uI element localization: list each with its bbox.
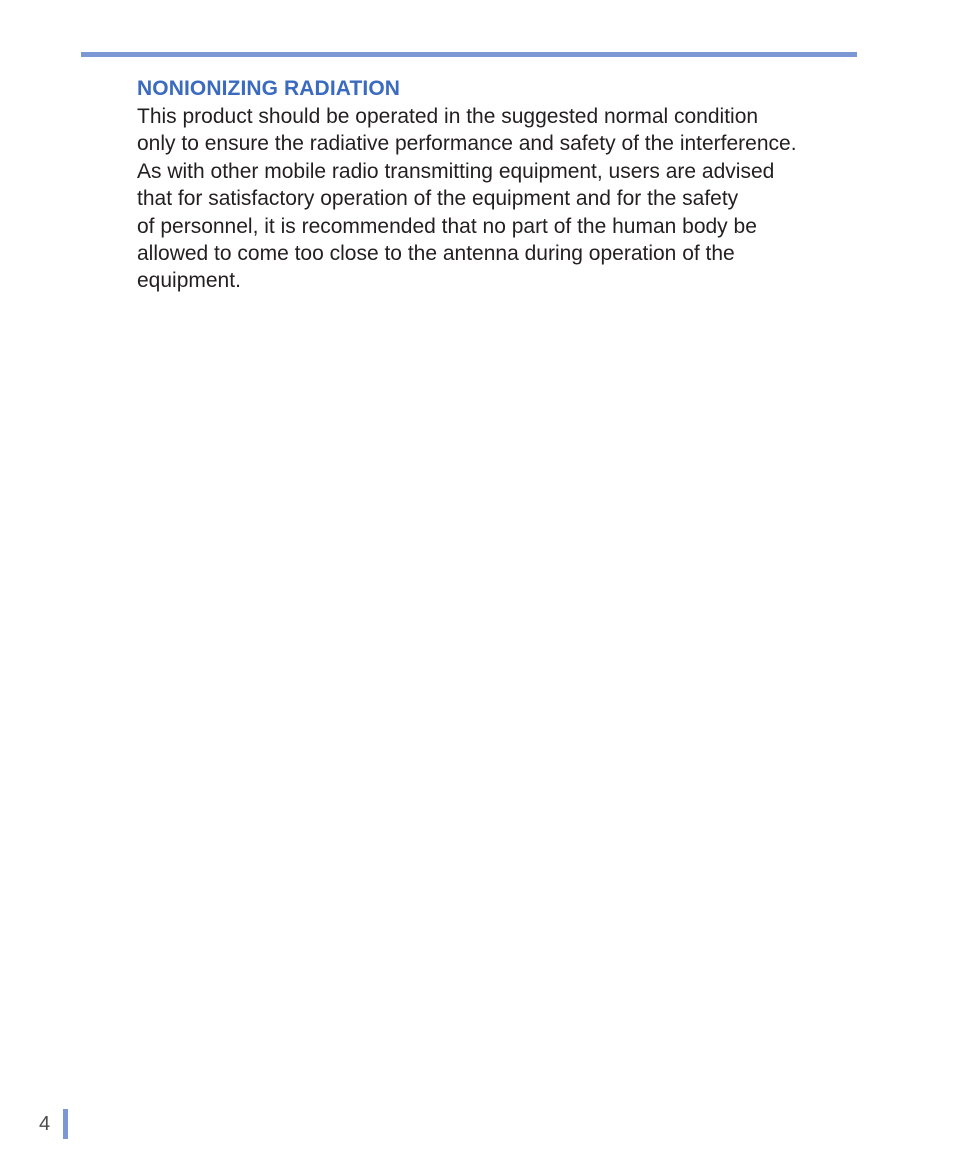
section-heading: NONIONIZING RADIATION	[137, 77, 401, 100]
body-line: that for satisfactory operation of the equipment and for the safety	[137, 187, 739, 211]
footer-bar	[63, 1109, 68, 1139]
body-line: equipment.	[137, 269, 241, 293]
section-body	[137, 103, 877, 295]
body-line: only to ensure the radiative performance and safety of the interference.	[137, 132, 797, 156]
body-line: allowed to come too close to the antenna during operation of the	[137, 242, 735, 266]
page-footer	[39, 1108, 68, 1140]
top-rule	[81, 52, 857, 57]
body-line: This product should be operated in the suggested normal condition	[137, 105, 759, 128]
body-line: of personnel, it is recommended that no part of the human body be	[137, 214, 757, 238]
nonionizing-radiation-section	[137, 76, 877, 295]
page-number: 4	[39, 1113, 51, 1135]
body-line: As with other mobile radio transmitting equipment, users are advised	[137, 159, 775, 183]
